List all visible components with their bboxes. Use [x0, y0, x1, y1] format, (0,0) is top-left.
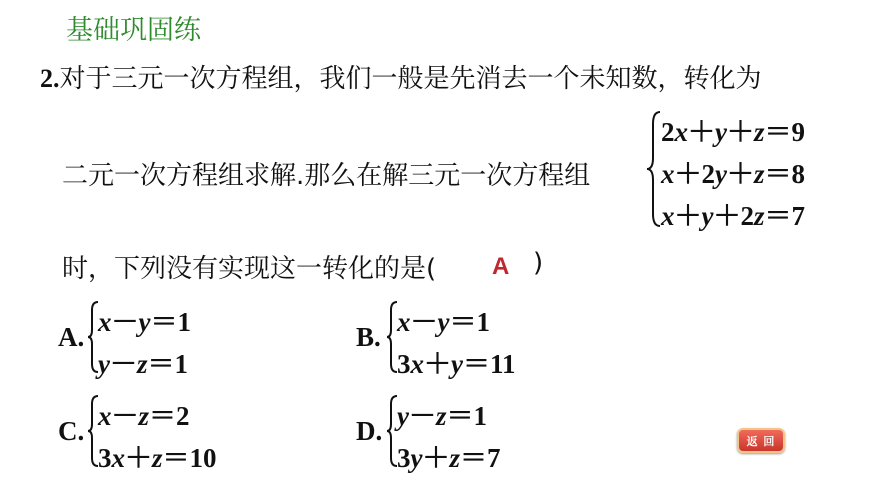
option-c-eq-2: 3x＋z＝10: [98, 443, 217, 473]
system-brace: [646, 110, 662, 228]
question-text-2: 二元一次方程组求解.那么在解三元一次方程组: [62, 161, 591, 191]
option-a-eq-1: x－y＝1: [98, 307, 191, 337]
question-text-3: [62, 248, 436, 285]
option-d-label: D.: [356, 416, 383, 446]
section-title: 基础巩固练: [66, 15, 201, 46]
option-b-eq-2: 3x＋y＝11: [397, 349, 516, 379]
option-b-label: B.: [356, 322, 381, 352]
option-d[interactable]: [356, 392, 556, 472]
system-eq-2: x＋2y＋z＝8: [661, 159, 805, 189]
option-d-eq-1: y－z＝1: [397, 401, 487, 431]
question-text-3-after: ): [533, 248, 544, 278]
answer-text: A: [492, 253, 510, 280]
system-eq-3: x＋y＋2z＝7: [661, 201, 805, 231]
option-a[interactable]: [58, 298, 238, 378]
option-a-eq-2: y－z＝1: [98, 349, 188, 379]
question-line-1: [40, 58, 762, 95]
option-b-eq-1: x－y＝1: [397, 307, 490, 337]
option-d-eq-2: 3y＋z＝7: [397, 443, 501, 473]
option-c-eq-1: x－z＝2: [98, 401, 190, 431]
back-button[interactable]: 返 回: [737, 428, 785, 453]
option-a-label: A.: [58, 322, 85, 352]
equation-system: [646, 110, 836, 231]
question-number: 2.: [40, 64, 60, 93]
option-c[interactable]: [58, 392, 258, 472]
system-eq-1: 2x＋y＋z＝9: [661, 117, 805, 147]
option-b[interactable]: [356, 298, 556, 378]
question-text-3-before: 时，下列没有实现这一转化的是(: [62, 254, 437, 284]
option-c-label: C.: [58, 416, 85, 446]
question-text-1: 对于三元一次方程组，我们一般是先消去一个未知数，转化为: [59, 64, 762, 94]
